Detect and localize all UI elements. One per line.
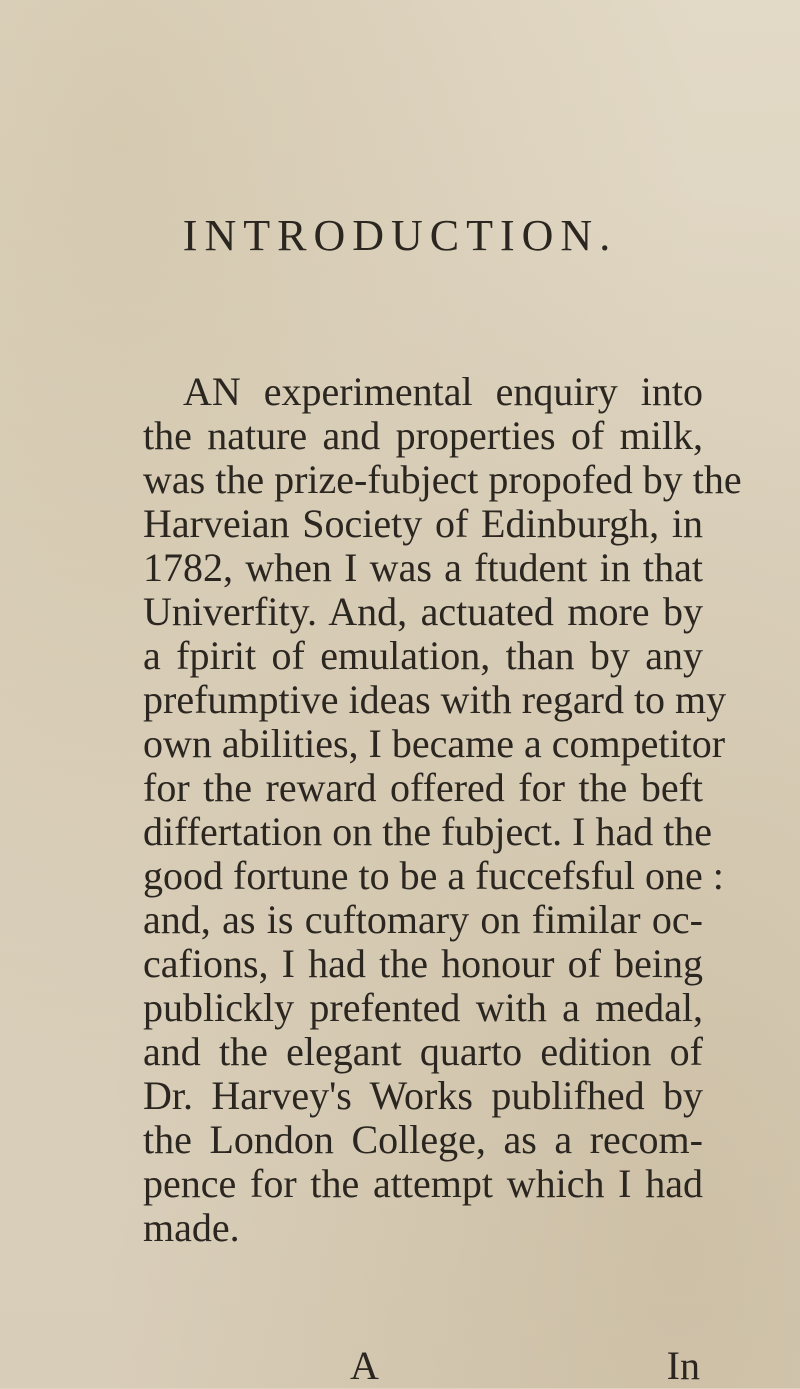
text-line: pence for the attempt which I had — [143, 1161, 703, 1206]
text-line: for the reward offered for the beft — [143, 765, 703, 810]
text-line: and, as is cuftomary on fimilar oc- — [143, 897, 703, 942]
text-line: Univerfity. And, actuated more by — [143, 589, 703, 634]
text-line: and the elegant quarto edition of — [143, 1029, 703, 1074]
text-line: 1782, when I was a ftudent in that — [143, 545, 703, 590]
signature-mark: A — [350, 1343, 379, 1388]
text-line: cafions, I had the honour of being — [143, 941, 703, 986]
text-line: good fortune to be a fuccefsful one : — [143, 853, 724, 898]
text-line: publickly prefented with a medal, — [143, 985, 703, 1030]
catchword: In — [666, 1343, 700, 1388]
body-paragraph — [143, 369, 742, 1250]
text-line: differtation on the fubject. I had the — [143, 809, 713, 854]
text-line: the London College, as a recom- — [143, 1117, 703, 1162]
text-line: AN experimental enquiry into — [183, 369, 703, 414]
text-line: own abilities, I became a competitor — [143, 721, 726, 766]
text-line: was the prize-fubject propofed by the — [143, 457, 742, 502]
text-line: prefumptive ideas with regard to my — [143, 677, 727, 722]
text-line: a fpirit of emulation, than by any — [143, 633, 703, 678]
footer-marks — [350, 1342, 700, 1389]
text-line: Harveian Society of Edinburgh, in — [143, 501, 703, 546]
text-line: made. — [143, 1205, 240, 1250]
text-line: the nature and properties of milk, — [143, 413, 703, 458]
text-line: Dr. Harvey's Works publifhed by — [143, 1073, 703, 1118]
page-heading: INTRODUCTION. — [182, 211, 618, 260]
